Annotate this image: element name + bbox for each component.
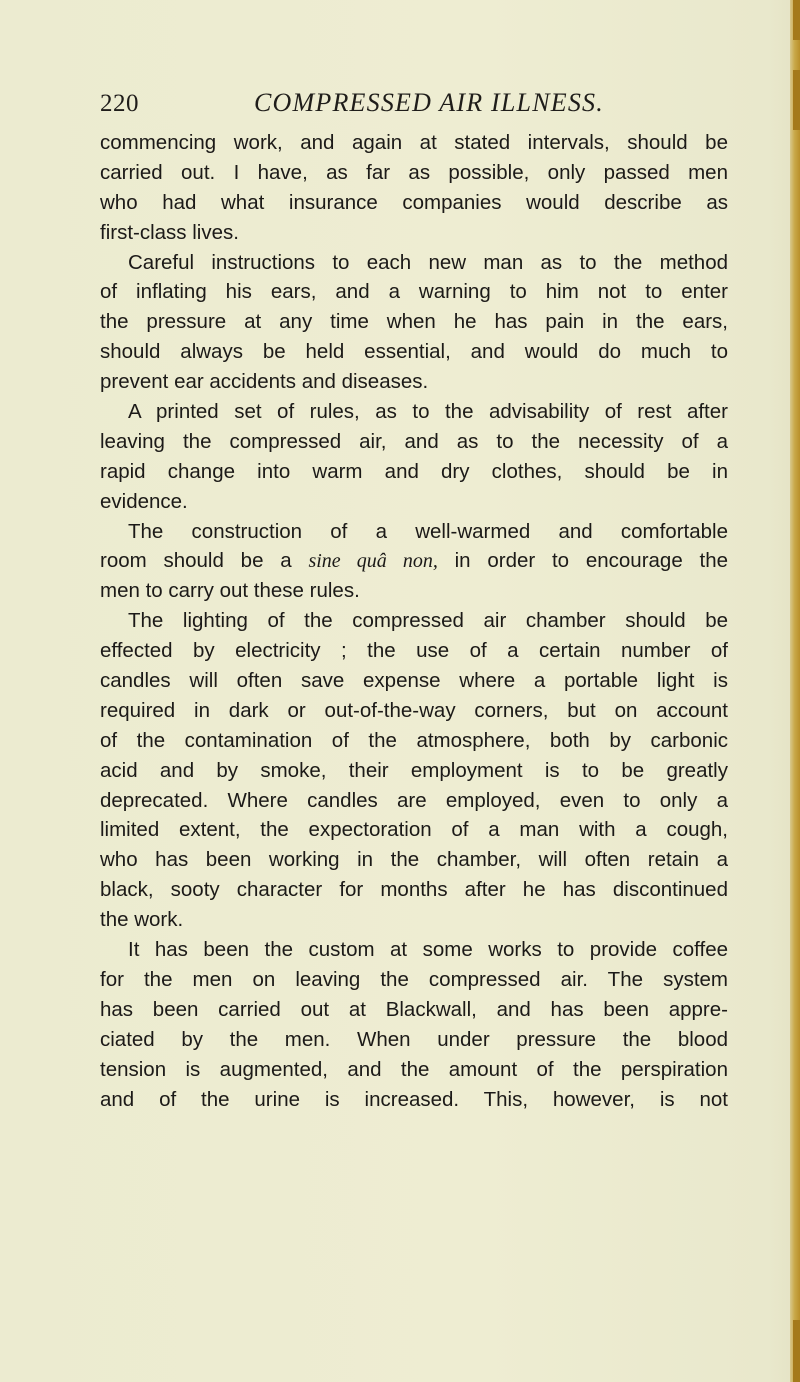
- text-line: and of the urine is increased. This, however, is not: [100, 1087, 728, 1111]
- page-number: 220: [100, 90, 139, 117]
- text-line: A printed set of rules, as to the advisability of rest after: [128, 400, 728, 424]
- text-line: deprecated. Where candles are employed, even to only a: [100, 788, 728, 812]
- text-line: Careful instructions to each new man as to the method: [128, 250, 728, 274]
- text-line: who had what insurance companies would describe as: [100, 190, 728, 214]
- text-segment: in order to encourage the: [437, 549, 729, 573]
- text-line: prevent ear accidents and diseases.: [100, 370, 429, 394]
- text-line: The lighting of the compressed air chamber should be: [128, 609, 728, 633]
- text-line: commencing work, and again at stated intervals, should be: [100, 131, 728, 154]
- text-line: carried out. I have, as far as possible, only passed men: [100, 160, 728, 184]
- text-line: required in dark or out-of-the-way corners, but on account: [100, 698, 728, 722]
- latin-phrase: sine quâ non,: [308, 550, 438, 573]
- text-line: who has been working in the chamber, will often retain a: [100, 848, 728, 872]
- text-line: of inflating his ears, and a warning to him not to enter: [100, 280, 728, 304]
- text-line: the work.: [100, 908, 184, 932]
- text-line: effected by electricity ; the use of a certain number of: [100, 639, 728, 663]
- text-line: men to carry out these rules.: [100, 579, 360, 603]
- text-line: leaving the compressed air, and as to the necessity of a: [100, 429, 728, 453]
- running-title: COMPRESSED AIR ILLNESS.: [254, 88, 604, 117]
- text-line: black, sooty character for months after he has discontinued: [100, 878, 728, 902]
- text-line: evidence.: [100, 489, 188, 513]
- text-line-with-latin: [100, 546, 728, 576]
- text-line: rapid change into warm and dry clothes, should be in: [100, 459, 728, 483]
- page-edge-shading: [790, 0, 800, 1382]
- text-line: tension is augmented, and the amount of the perspiration: [100, 1057, 728, 1081]
- page-edge-mark: [793, 0, 800, 40]
- body-text: [100, 128, 728, 1114]
- page-edge-mark: [793, 70, 800, 130]
- text-line: should always be held essential, and would do much to: [100, 340, 728, 364]
- text-line: It has been the custom at some works to provide coffee: [128, 938, 728, 962]
- text-line: has been carried out at Blackwall, and has been appre-: [100, 997, 728, 1021]
- text-line: acid and by smoke, their employment is to be greatly: [100, 758, 728, 782]
- text-line: of the contamination of the atmosphere, both by carbonic: [100, 728, 728, 752]
- text-line: ciated by the men. When under pressure the blood: [100, 1027, 728, 1051]
- text-segment: room should be a: [100, 549, 292, 573]
- text-line: for the men on leaving the compressed air. The system: [100, 967, 728, 991]
- text-line: limited extent, the expectoration of a man with a cough,: [100, 818, 728, 842]
- text-line: first-class lives.: [100, 220, 239, 244]
- page-edge-mark: [793, 1320, 800, 1382]
- text-line: candles will often save expense where a portable light is: [100, 669, 728, 693]
- page-header: [100, 88, 740, 122]
- text-line: the pressure at any time when he has pain in the ears,: [100, 310, 728, 334]
- text-line: The construction of a well-warmed and comfortable: [128, 519, 728, 543]
